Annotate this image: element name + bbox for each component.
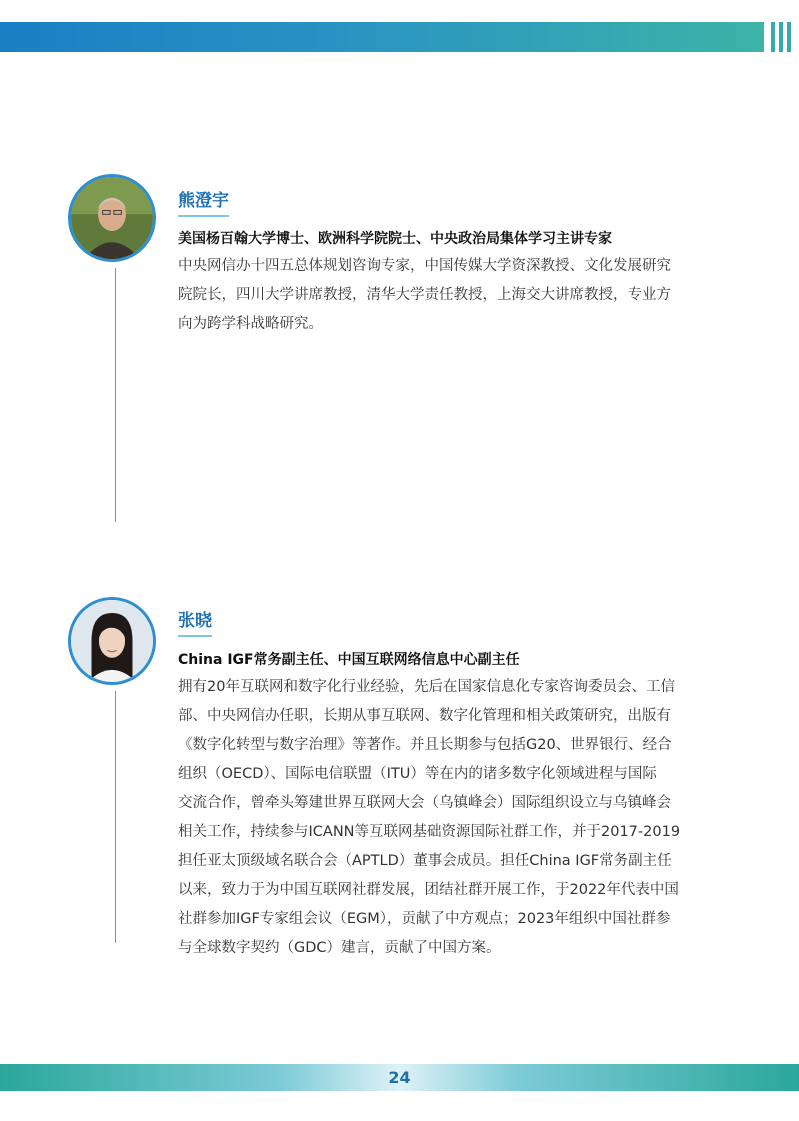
avatar: [68, 174, 156, 262]
profile-title: 美国杨百翰大学博士、欧洲科学院院士、中央政治局集体学习主讲专家: [178, 231, 612, 247]
portrait-man-icon: [71, 177, 153, 259]
profile-title: China IGF常务副主任、中国互联网络信息中心副主任: [178, 652, 520, 668]
profile-bio: 中央网信办十四五总体规划咨询专家，中国传媒大学资深教授、文化发展研究 院院长，四川大学讲席教授，清华大学责任教授，上海交大讲席教授，专业方 向为跨学科战略研究。: [178, 258, 671, 332]
profile-name: 张晓: [178, 610, 212, 637]
header-stripes: [771, 22, 791, 52]
page-number: 24: [388, 1068, 411, 1087]
header-bar: [0, 22, 764, 52]
profile-name: 熊澄宇: [178, 190, 229, 217]
avatar: [68, 597, 156, 685]
timeline-line: [115, 268, 116, 522]
profile-bio: 拥有20年互联网和数字化行业经验，先后在国家信息化专家咨询委员会、工信 部、中央网信办任职，长期从事互联网、数字化管理和相关政策研究，出版有 《数字化转型与数字治理》等著作。并且长期参与包括G20、世界银行、经合 组织（OECD）、国际电信联盟（ITU）等在内的诸多数字化领域进程与国际 交流合作，曾牵头筹建世界互联网大会（乌镇峰会）国际组织设立与乌镇峰会 相关工作，持续参与ICANN等互联网基础资源国际社群工作，并于2017-2019 担任亚太顶级域名联合会（APTLD）董事会成员。担任China IGF常务副主任 以来，致力于为中国互联网社群发展，团结社群开展工作，于2022年代表中国 社群参加IGF专家组会议（EGM），贡献了中方观点；2023年组织中国社群参 与全球数字契约（GDC）建言，贡献了中国方案。: [178, 679, 681, 956]
timeline-line: [115, 691, 116, 943]
portrait-woman-icon: [71, 600, 153, 682]
